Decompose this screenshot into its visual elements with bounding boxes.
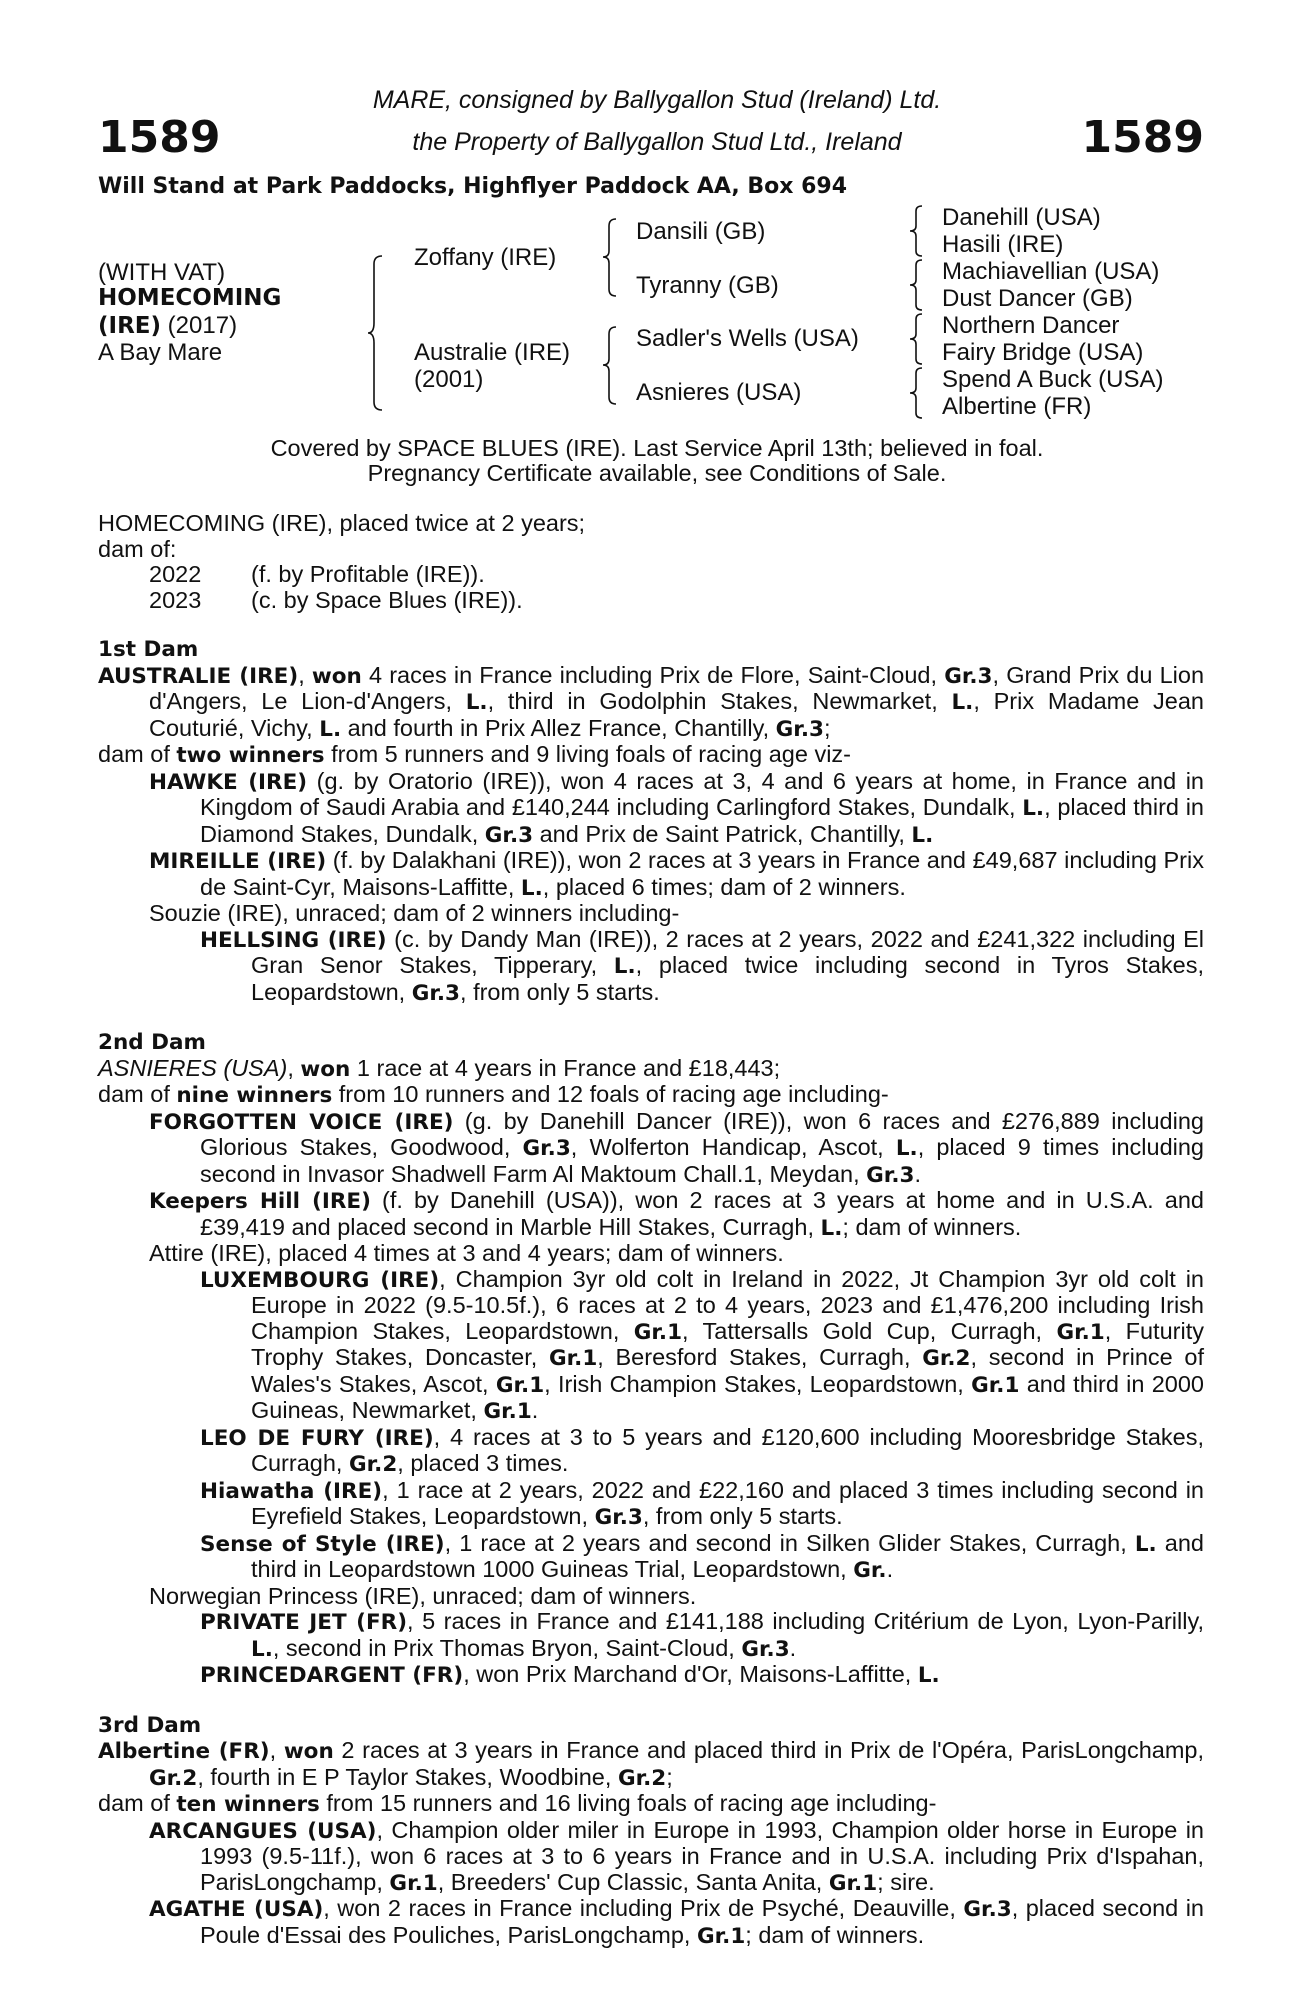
pedigree-bracket-g3c [910, 313, 926, 365]
intro-line: HOMECOMING (IRE), placed twice at 2 years; [98, 510, 586, 536]
covering-line: Covered by SPACE BLUES (IRE). Last Service April 13th; believed in foal. [270, 435, 1044, 461]
horse-year: (2017) [161, 312, 238, 339]
grandprogeny-sense-of-style: Sense of Style (IRE), 1 race at 2 years and second in Silken Glider Stakes, Curragh, L. and third in Leopardstown 1000 Guineas Trial, Leopardstown, Gr.. [200, 1529, 1204, 1583]
first-dam-heading: 1st Dam [98, 637, 199, 662]
sire-sire: Dansili (GB) [636, 218, 766, 245]
pedigree-bracket-sire [604, 218, 624, 298]
progeny-year: 2023 [149, 586, 202, 613]
pedigree-bracket-g3b [910, 259, 926, 311]
pedigree-bracket-dam [604, 326, 624, 406]
ancestor-hasili: Hasili (IRE) [942, 231, 1064, 258]
grandprogeny-private-jet: PRIVATE JET (FR), 5 races in France and £141,188 including Critérium de Lyon, Lyon-Parilly, L., second in Prix Thomas Bryon, Saint-Cloud, Gr.3. [200, 1608, 1204, 1662]
third-dam-record: Albertine (FR), won 2 races at 3 years in France and placed third in Prix de l'Opéra, ParisLongchamp, Gr.2, fourth in E P Taylor Stakes, Woodbine, Gr.2; [98, 1737, 1205, 1791]
property-line: the Property of Ballygallon Stud Ltd., Ireland [412, 128, 902, 156]
horse-name-line2 [98, 312, 237, 340]
pregnancy-line: Pregnancy Certificate available, see Conditions of Sale. [367, 460, 947, 486]
lot-number-right: 1589 [1081, 112, 1204, 163]
progeny-forgotten-voice: FORGOTTEN VOICE (IRE) (g. by Danehill Dancer (IRE)), won 6 races and £276,889 including Glorious Stakes, Goodwood, Gr.3, Wolferton Handicap, Ascot, L., placed 9 times including second in Invasor Shadwell Farm Al Maktoum Chall.1, Meydan, Gr.3. [149, 1107, 1204, 1188]
ancestor-machiavellian: Machiavellian (USA) [942, 258, 1160, 285]
progeny-row [149, 562, 523, 588]
progeny-hawke: HAWKE (IRE) (g. by Oratorio (IRE)), won 4 races at 3, 4 and 6 years at home, in France and in Kingdom of Saudi Arabia and £140,244 including Carlingford Stakes, Dundalk, L., placed third in Diamond Stakes, Dundalk, Gr.3 and Prix de Saint Patrick, Chantilly, L. [149, 767, 1205, 848]
dam-year: (2001) [414, 366, 484, 393]
horse-description: A Bay Mare [98, 339, 223, 366]
second-dam-record: ASNIERES (USA), won 1 race at 4 years in France and £18,443; [98, 1054, 781, 1082]
progeny-year: 2022 [149, 561, 202, 587]
horse-origin: (IRE) [98, 313, 162, 339]
progeny-mireille: MIREILLE (IRE) (f. by Dalakhani (IRE)), won 2 races at 3 years in France and £49,687 including Prix de Saint-Cyr, Maisons-Laffitte, L., placed 6 times; dam of 2 winners. [149, 847, 1204, 901]
ancestor-danehill: Danehill (USA) [942, 204, 1101, 231]
progeny-keepers-hill: Keepers Hill (IRE) (f. by Danehill (USA)), won 2 races at 3 years at home and in U.S.A. and £39,419 and placed second in Marble Hill Stakes, Curragh, L.; dam of winners. [149, 1187, 1204, 1241]
ancestor-fairy-bridge: Fairy Bridge (USA) [942, 339, 1144, 366]
sire-dam: Tyranny (GB) [636, 272, 779, 299]
grandprogeny-hiawatha: Hiawatha (IRE), 1 race at 2 years, 2022 and £22,160 and placed 3 times including second in Eyrefield Stakes, Leopardstown, Gr.3, from only 5 starts. [200, 1476, 1204, 1530]
dam-dam: Asnieres (USA) [636, 379, 802, 406]
catalogue-body [98, 511, 1204, 1949]
grandprogeny-hellsing: HELLSING (IRE) (c. by Dandy Man (IRE)), 2 races at 2 years, 2022 and £241,322 including El Gran Senor Stakes, Tipperary, L., placed twice including second in Tyros Stakes, Leopardstown, Gr.3, from only 5 starts. [200, 925, 1204, 1006]
dam-name: AUSTRALIE (IRE) [98, 663, 299, 689]
sire: Zoffany (IRE) [414, 244, 557, 271]
progeny-souzie: Souzie (IRE), unraced; dam of 2 winners including- [149, 900, 680, 926]
second-dam-heading: 2nd Dam [98, 1030, 206, 1055]
progeny-row [149, 588, 523, 614]
ancestor-spend-a-buck: Spend A Buck (USA) [942, 366, 1164, 393]
first-dam-produce-summary: dam of two winners from 5 runners and 9 living foals of racing age viz- [98, 741, 852, 768]
stand-location: Will Stand at Park Paddocks, Highflyer Paddock AA, Box 694 [98, 174, 848, 199]
progeny-arcangues: ARCANGUES (USA), Champion older miler in Europe in 1993, Champion older horse in Europe in 1993 (9.5-11f.), won 6 races at 3 to 6 years in France and in U.S.A. including Prix d'Ispahan, ParisLongchamp, Gr.1, Breeders' Cup Classic, Santa Anita, Gr.1; sire. [149, 1816, 1204, 1896]
progeny-norwegian-princess: Norwegian Princess (IRE), unraced; dam of winners. [149, 1582, 697, 1609]
first-dam-record: AUSTRALIE (IRE), won 4 races in France including Prix de Flore, Saint-Cloud, Gr.3, Grand Prix du Lion d'Angers, Le Lion-d'Angers, L., third in Godolphin Stakes, Newmarket, L., Prix Madame Jean Couturié, Vichy, L. and fourth in Prix Allez France, Chantilly, Gr.3; [98, 661, 1205, 742]
vat-note: (WITH VAT) [98, 259, 226, 286]
progeny-table [149, 562, 523, 613]
progeny-detail: (f. by Profitable (IRE)). [251, 561, 485, 587]
dam: Australie (IRE) [414, 339, 571, 366]
intro-dam-of: dam of: [98, 535, 177, 562]
grandprogeny-princedargent: PRINCEDARGENT (FR), won Prix Marchand d'Or, Maisons-Laffitte, L. [200, 1661, 940, 1688]
ancestor-northern-dancer: Northern Dancer [942, 312, 1120, 339]
horse-name: HOMECOMING [98, 285, 282, 311]
lot-number-left: 1589 [98, 112, 221, 163]
pedigree-bracket-main [370, 255, 390, 411]
ancestor-albertine: Albertine (FR) [942, 393, 1092, 420]
grandprogeny-luxembourg: LUXEMBOURG (IRE), Champion 3yr old colt in Ireland in 2022, Jt Champion 3yr old colt in Europe in 2022 (9.5-10.5f.), 6 races at 2 to 4 years, 2023 and £1,476,200 including Irish Champion Stakes, Leopardstown, Gr.1, Tattersalls Gold Cup, Curragh, Gr.1, Futurity Trophy Stakes, Doncaster, Gr.1, Beresford Stakes, Curragh, Gr.2, second in Prince of Wales's Stakes, Ascot, Gr.1, Irish Champion Stakes, Leopardstown, Gr.1 and third in 2000 Guineas, Newmarket, Gr.1. [200, 1265, 1205, 1424]
ancestor-dust-dancer: Dust Dancer (GB) [942, 285, 1133, 312]
third-dam-produce-summary: dam of ten winners from 15 runners and 16 living foals of racing age including- [98, 1790, 937, 1817]
grandprogeny-leo-de-fury: LEO DE FURY (IRE), 4 races at 3 to 5 years and £120,600 including Mooresbridge Stakes, Curragh, Gr.2, placed 3 times. [200, 1423, 1205, 1477]
consignor-line: MARE, consigned by Ballygallon Stud (Ireland) Ltd. [372, 86, 942, 114]
second-dam-produce-summary: dam of nine winners from 10 runners and 12 foals of racing age including- [98, 1081, 889, 1108]
progeny-agathe: AGATHE (USA), won 2 races in France including Prix de Psyché, Deauville, Gr.3, placed second in Poule d'Essai des Pouliches, ParisLongchamp, Gr.1; dam of winners. [149, 1895, 1205, 1949]
pedigree-bracket-g3a [910, 205, 926, 257]
progeny-detail: (c. by Space Blues (IRE)). [251, 586, 523, 613]
third-dam-heading: 3rd Dam [98, 1712, 202, 1738]
progeny-attire: Attire (IRE), placed 4 times at 3 and 4 years; dam of winners. [149, 1240, 784, 1266]
pedigree-bracket-g3d [910, 367, 926, 419]
won-label: won [311, 663, 362, 689]
dam-sire: Sadler's Wells (USA) [636, 325, 859, 352]
